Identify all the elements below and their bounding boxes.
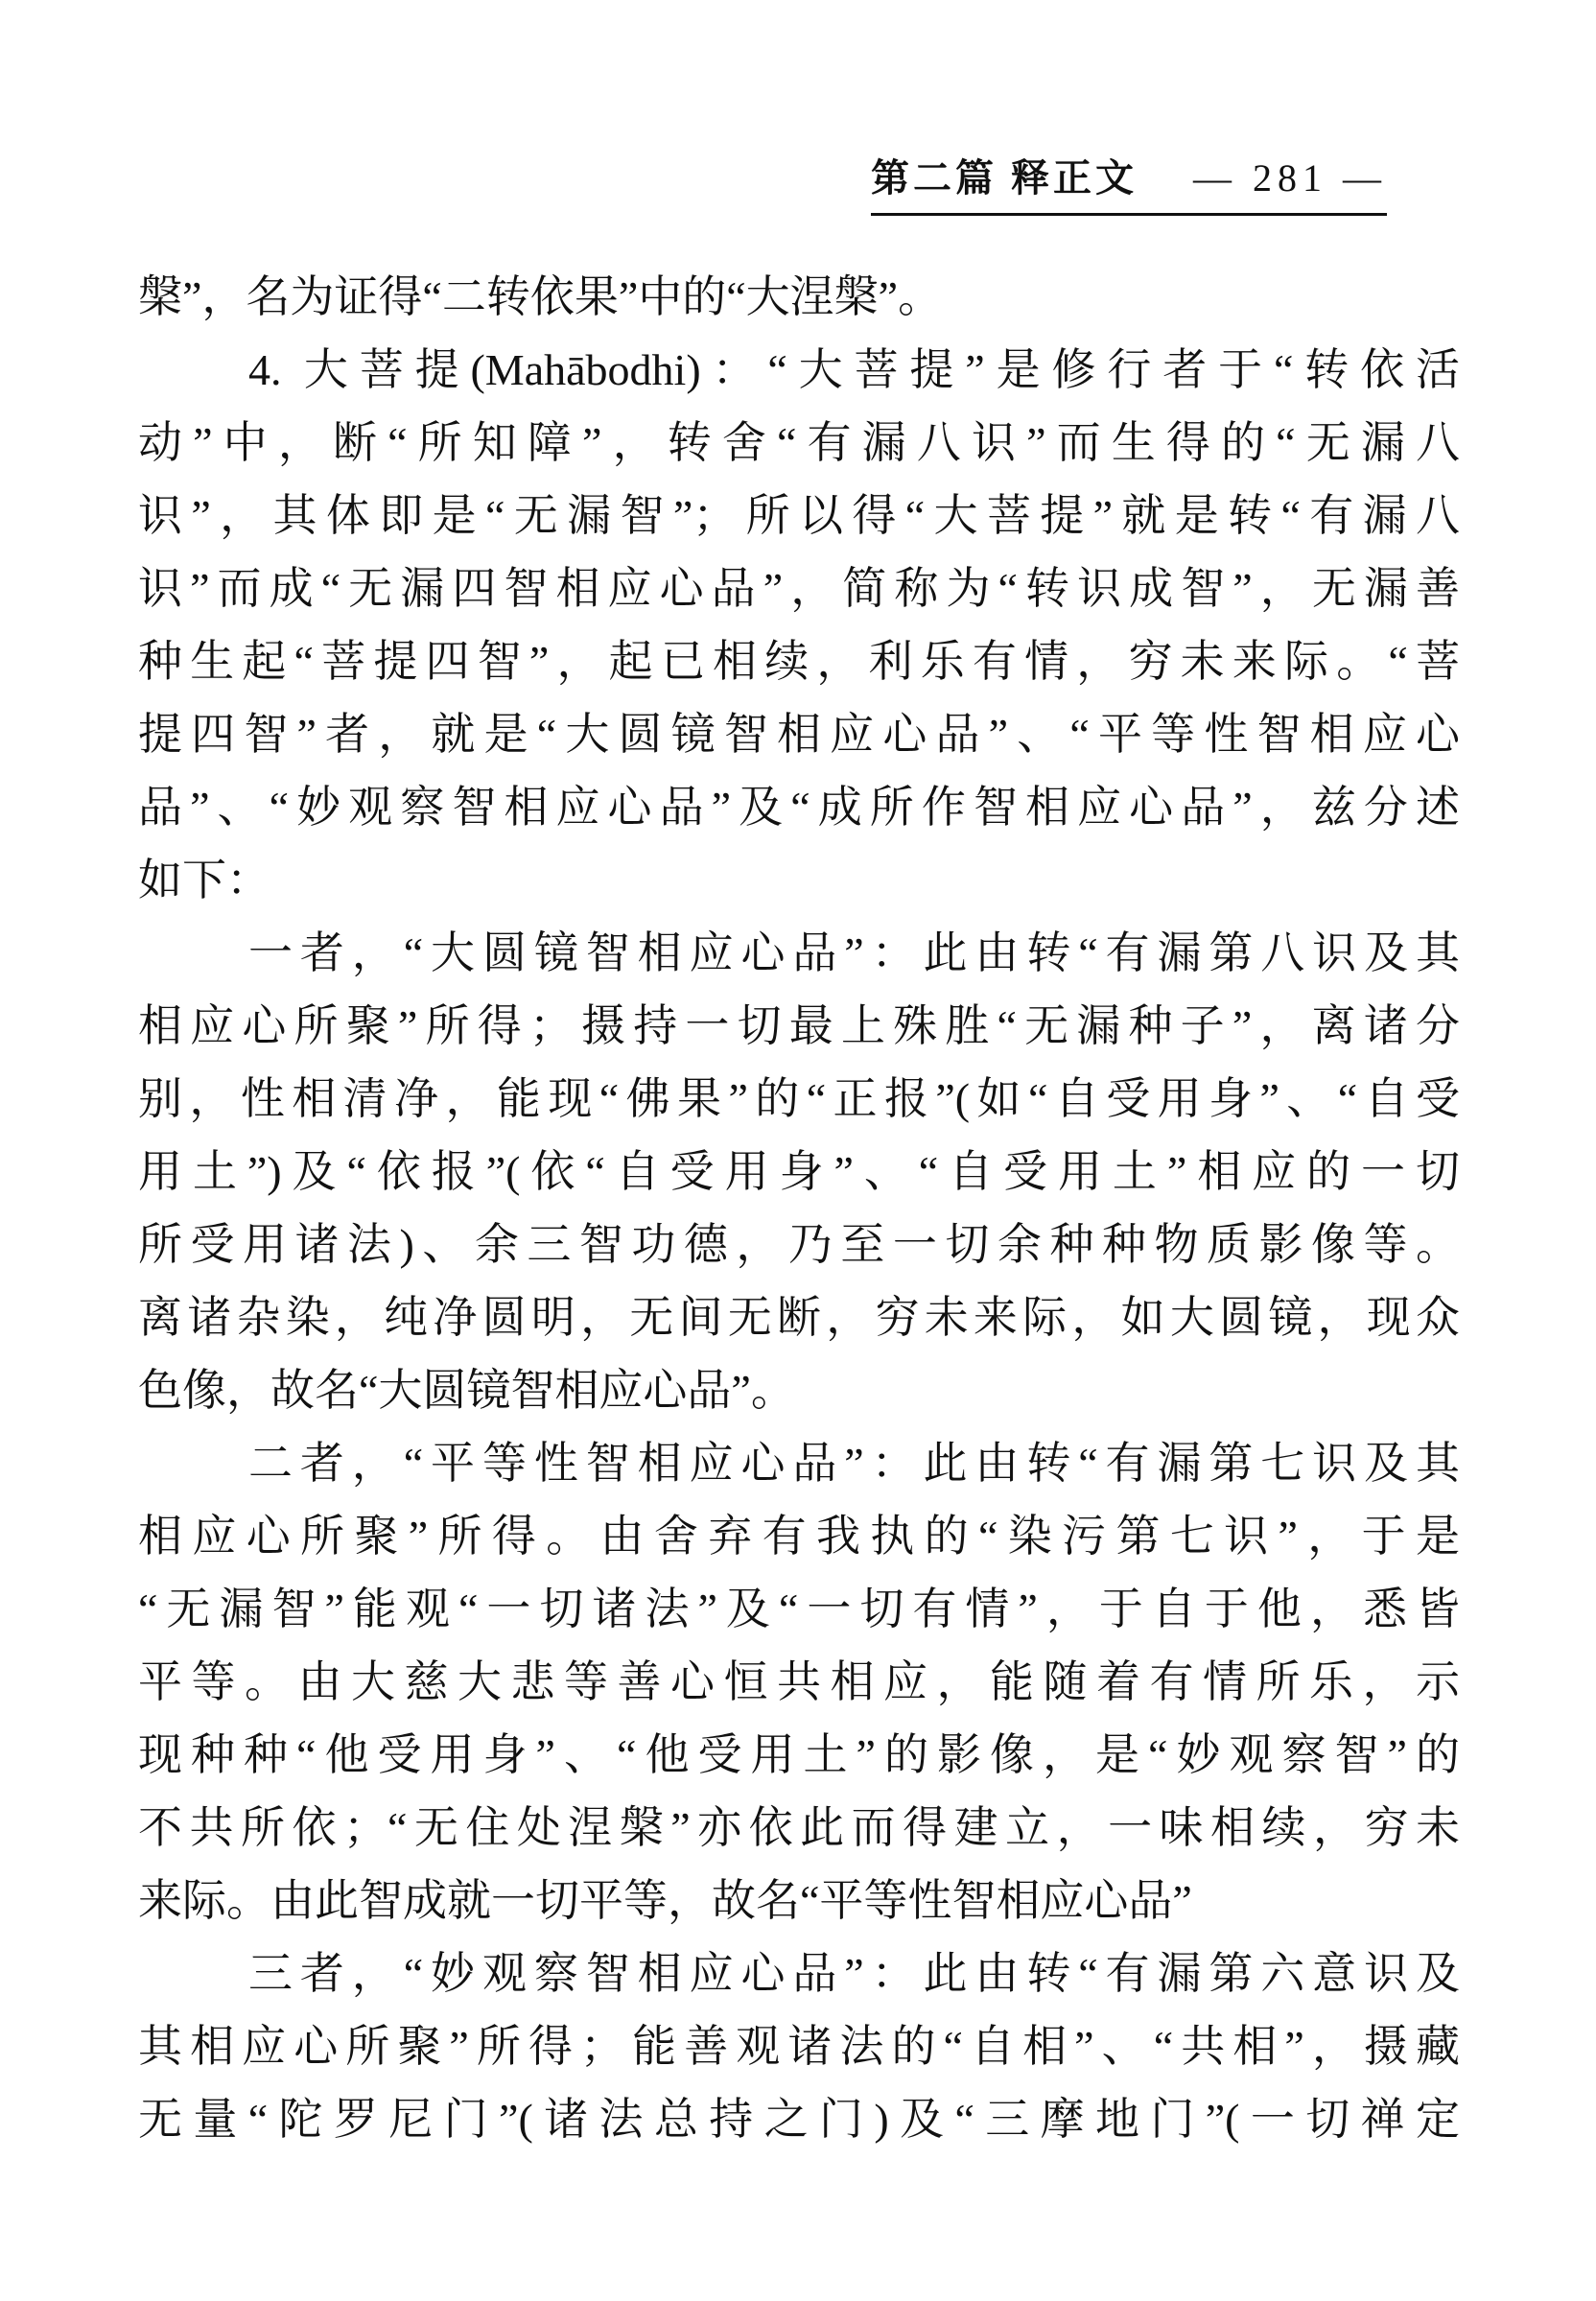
text-line: 种生起“菩提四智”，起已相续，利乐有情，穷未来际。“菩 — [138, 637, 1460, 686]
text-line: 其相应心所聚”所得；能善观诸法的“自相”、“共相”，摄藏 — [138, 2022, 1460, 2071]
text-line: 提四智”者，就是“大圆镜智相应心品”、“平等性智相应心 — [138, 710, 1460, 759]
text-line: 不共所依；“无住处涅槃”亦依此而得建立，一味相续，穷未 — [138, 1803, 1460, 1852]
text-line: 相应心所聚”所得；摄持一切最上殊胜“无漏种子”，离诸分 — [138, 1001, 1460, 1050]
text-line: 色像，故名“大圆镜智相应心品”。 — [138, 1366, 795, 1415]
text-line: 相应心所聚”所得。由舍弃有我执的“染污第七识”，于是 — [138, 1512, 1460, 1561]
text-line: 二者，“平等性智相应心品”：此由转“有漏第七识及其 — [248, 1439, 1460, 1488]
page-number: — 281 — — [1193, 156, 1387, 200]
text-line: 动”中，断“所知障”，转舍“有漏八识”而生得的“无漏八 — [138, 418, 1460, 467]
text-line: “无漏智”能观“一切诸法”及“一切有情”，于自于他，悉皆 — [138, 1585, 1460, 1633]
text-line: 用土”)及“依报”(依“自受用身”、“自受用土”相应的一切 — [138, 1147, 1460, 1196]
text-line: 槃”，名为证得“二转依果”中的“大涅槃”。 — [138, 272, 943, 321]
text-line: 现种种“他受用身”、“他受用土”的影像，是“妙观察智”的 — [138, 1730, 1460, 1779]
text-line: 来际。由此智成就一切平等，故名“平等性智相应心品” — [138, 1876, 1192, 1925]
text-line: 平等。由大慈大悲等善心恒共相应，能随着有情所乐，示 — [138, 1657, 1460, 1706]
text-line: 三者，“妙观察智相应心品”：此由转“有漏第六意识及 — [248, 1949, 1460, 1998]
text-line: 如下： — [138, 856, 270, 904]
section-title: 第二篇 释正文 — [871, 156, 1138, 200]
page-header — [871, 155, 1387, 216]
text-line: 别，性相清净，能现“佛果”的“正报”(如“自受用身”、“自受 — [138, 1074, 1460, 1123]
text-line: 4. 大菩提(Mahābodhi)：“大菩提”是修行者于“转依活 — [248, 345, 1460, 394]
body-text — [138, 261, 1460, 2156]
text-line: 所受用诸法)、余三智功德，乃至一切余种种物质影像等。 — [138, 1220, 1460, 1269]
text-line: 一者，“大圆镜智相应心品”：此由转“有漏第八识及其 — [248, 928, 1460, 977]
text-line: 离诸杂染，纯净圆明，无间无断，穷未来际，如大圆镜，现众 — [138, 1293, 1460, 1342]
text-line: 识”而成“无漏四智相应心品”，简称为“转识成智”，无漏善 — [138, 564, 1460, 613]
text-line: 无量“陀罗尼门”(诸法总持之门)及“三摩地门”(一切禅定 — [138, 2095, 1460, 2144]
text-line: 识”，其体即是“无漏智”；所以得“大菩提”就是转“有漏八 — [138, 491, 1460, 540]
text-line: 品”、“妙观察智相应心品”及“成所作智相应心品”，兹分述 — [138, 783, 1460, 832]
